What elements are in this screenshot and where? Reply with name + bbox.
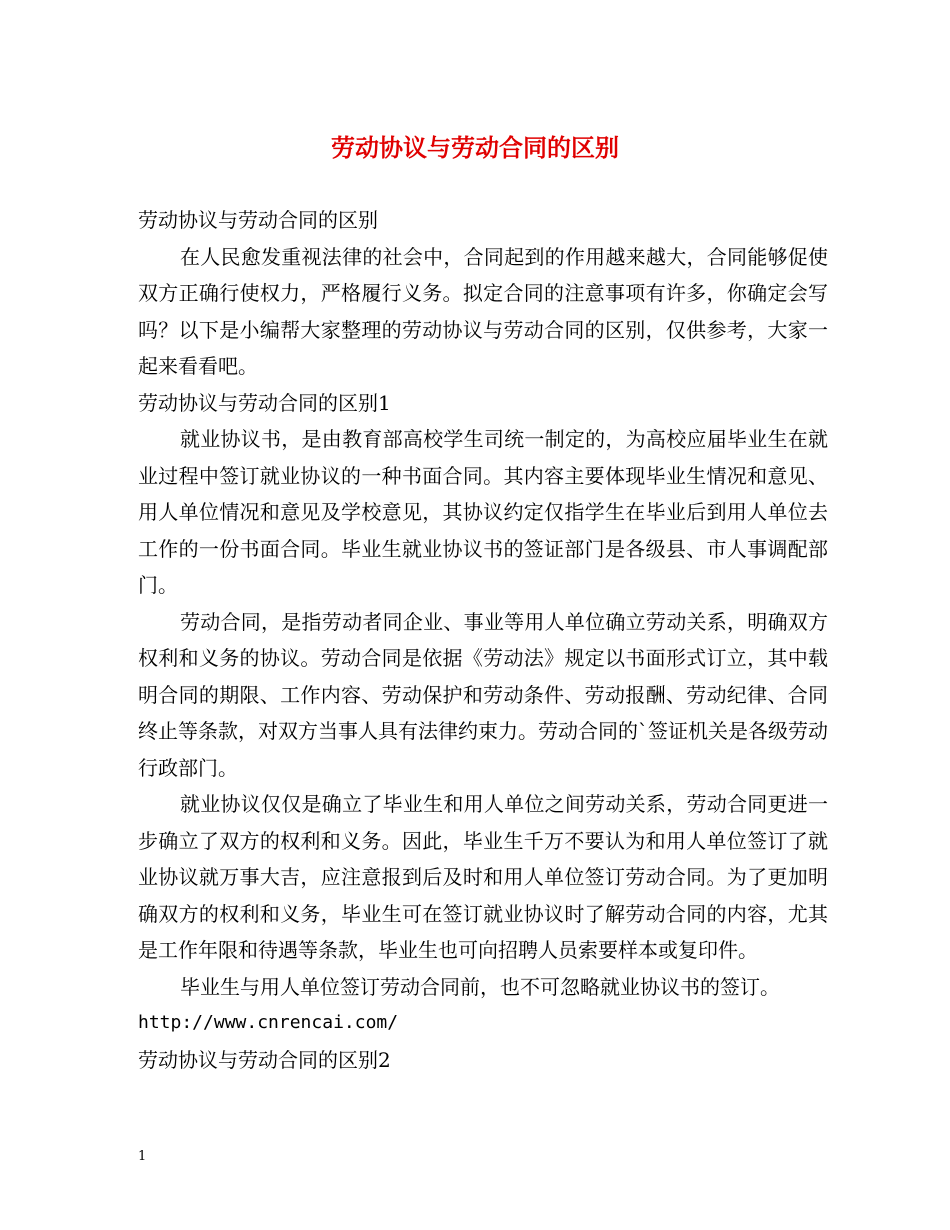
document-title: 劳动协议与劳动合同的区别 (331, 133, 619, 162)
paragraph-note: 毕业生与用人单位签订劳动合同前，也不可忽略就业协议书的签订。 (180, 974, 780, 999)
paragraph-difference: 就业协议仅仅是确立了毕业生和用人单位之间劳动关系，劳动合同更进一步确立了双方的权利和义务。因此，毕业生千万不要认为和用人单位签订了就业协议就万事大吉，应注意报到后及时和用人单位签订劳动合同。为了更加明确双方的权利和义务，毕业生可在签订就业协议时了解劳动合同的内容，尤其是工作年限和待遇等条款，毕业生也可向招聘人员索要样本或复印件。 (138, 792, 828, 962)
document-subtitle: 劳动协议与劳动合同的区别 (138, 208, 378, 232)
paragraph-labor-contract: 劳动合同，是指劳动者同企业、事业等用人单位确立劳动关系，明确双方权利和义务的协议。劳动合同是依据《劳动法》规定以书面形式订立，其中载明合同的期限、工作内容、劳动保护和劳动条件、劳动报酬、劳动纪律、合同终止等条款，对双方当事人具有法律约束力。劳动合同的`签证机关是各级劳动行政部门。 (138, 609, 828, 780)
intro-paragraph: 在人民愈发重视法律的社会中，合同起到的作用越来越大，合同能够促使双方正确行使权力，严格履行义务。拟定合同的注意事项有许多，你确定会写吗？以下是小编帮大家整理的劳动协议与劳动合同的区别，仅供参考，大家一起来看看吧。 (138, 244, 828, 378)
paragraph-employment-agreement: 就业协议书，是由教育部高校学生司统一制定的，为高校应届毕业生在就业过程中签订就业协议的一种书面合同。其内容主要体现毕业生情况和意见、用人单位情况和意见及学校意见，其协议约定仅指学生在毕业后到用人单位去工作的一份书面合同。毕业生就业协议书的签证部门是各级县、市人事调配部门。 (138, 427, 828, 597)
document-body (138, 202, 828, 1078)
section-1-heading: 劳动协议与劳动合同的区别1 (138, 390, 391, 415)
page-number: 1 (138, 1149, 147, 1164)
source-url: http://www.cnrencai.com/ (138, 1012, 399, 1033)
section-2-heading: 劳动协议与劳动合同的区别2 (138, 1047, 391, 1072)
